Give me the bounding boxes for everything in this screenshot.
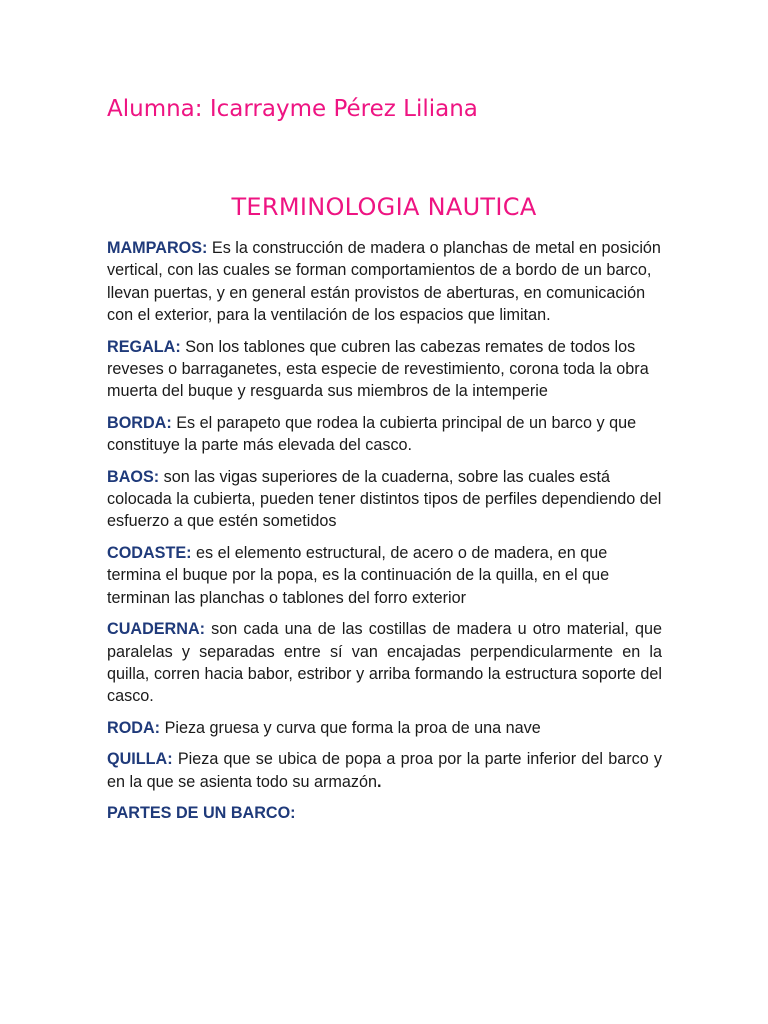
section-heading-boat-parts: PARTES DE UN BARCO:	[107, 803, 296, 822]
glossary-term: MAMPAROS:	[107, 239, 208, 257]
glossary-entry-regala	[107, 336, 662, 403]
glossary-definition: Son los tablones que cubren las cabezas remates de todos los reveses o barraganetes, esta especie de revestimiento, corona toda la obra muerta del buque y resguarda sus miembros de la intemperie	[107, 337, 649, 401]
glossary-term: REGALA:	[107, 337, 181, 356]
glossary-definition: Es el parapeto que rodea la cubierta principal de un barco y que constituye la parte más elevada del casco.	[107, 413, 637, 455]
glossary-entry-roda	[107, 717, 662, 739]
glossary-definition: Pieza que se ubica de popa a proa por la parte inferior del barco y en la que se asienta todo su armazón	[107, 750, 662, 791]
glossary-definition: son cada una de las costillas de madera u otro material, que paralelas y separadas entre sí van encajadas perpendicularmente en la quilla, corren hacia babor, estribor y arriba formando la estructura soporte del casco.	[107, 620, 662, 706]
glossary-definition: Pieza gruesa y curva que forma la proa de una nave	[164, 718, 541, 737]
glossary-entry-codaste	[107, 542, 662, 609]
glossary-entry-borda	[107, 412, 662, 457]
glossary-term: CODASTE:	[107, 543, 192, 562]
glossary-definition: Es la construcción de madera o planchas de metal en posición vertical, con las cuales se forman comportamientos de a bordo de un barco, llevan puertas, y en general están provistos de aberturas, en comunicación con el exterior, para la ventilación de los espacios que limitan.	[107, 239, 661, 325]
glossary-definition: es el elemento estructural, de acero o de madera, en que termina el buque por la popa, es la continuación de la quilla, en el que terminan las planchas o tablones del forro exterior	[107, 543, 610, 607]
glossary-entry-baos	[107, 466, 662, 533]
glossary-term: CUADERNA:	[107, 620, 206, 639]
glossary-term: QUILLA:	[107, 750, 173, 769]
glossary-entry-mamparos	[107, 237, 662, 327]
glossary-term: BORDA:	[107, 413, 172, 432]
document-title: TERMINOLOGIA NAUTICA	[231, 193, 537, 221]
glossary-term: BAOS:	[107, 467, 160, 486]
glossary-definition: son las vigas superiores de la cuaderna, sobre las cuales está colocada la cubierta, pueden tener distintos tipos de perfiles dependiendo del esfuerzo a que estén sometidos	[107, 467, 662, 531]
glossary-body	[107, 237, 662, 824]
glossary-term: RODA:	[107, 718, 161, 737]
student-name-line: Alumna: Icarrayme Pérez Liliana	[107, 96, 478, 122]
glossary-entry-quilla	[107, 748, 662, 793]
glossary-entry-cuaderna	[107, 618, 662, 708]
definition-end-mark: .	[376, 772, 382, 791]
